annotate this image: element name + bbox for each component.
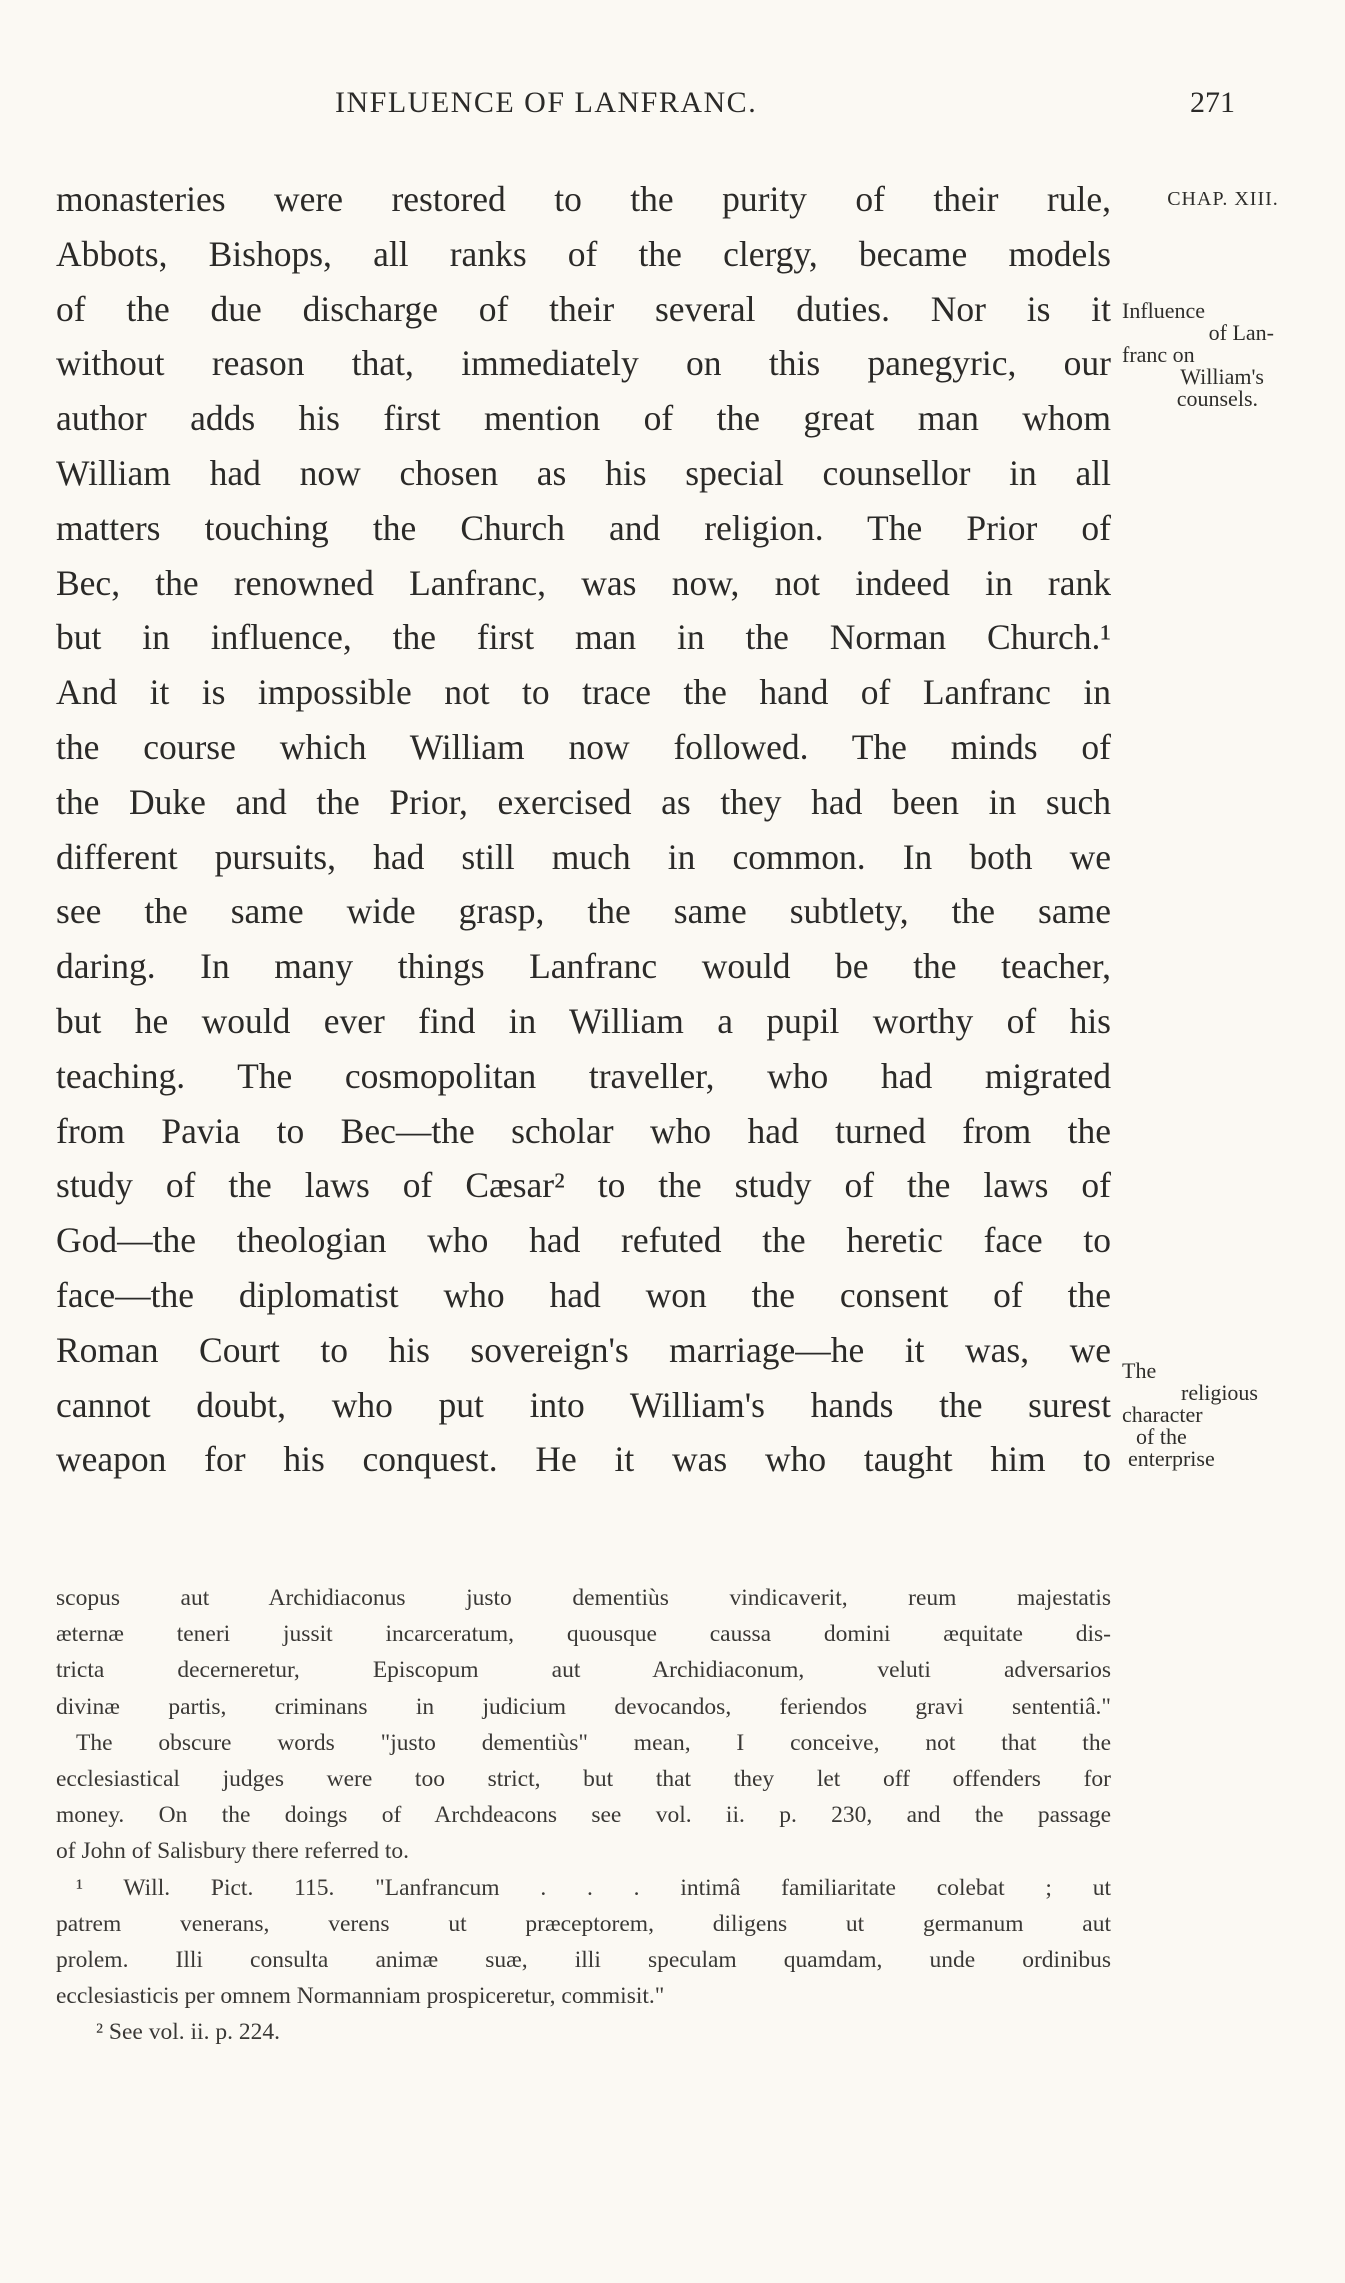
text-line: cannot doubt, who put into William's hands the surest bbox=[56, 1384, 1111, 1425]
footnote-line: prolem. Illi consulta animæ suæ, illi speculam quamdam, unde ordinibus bbox=[56, 1946, 1111, 1973]
text-line: of the due discharge of their several duties. Nor is it bbox=[56, 288, 1111, 329]
page-header bbox=[0, 86, 1345, 126]
running-head: INFLUENCE OF LANFRANC. bbox=[335, 86, 758, 119]
margin-note-line: William's bbox=[1180, 364, 1264, 389]
footnote-line: money. On the doings of Archdeacons see vol. ii. p. 230, and the passage bbox=[56, 1802, 1111, 1829]
footnote-line: divinæ partis, criminans in judicium devocandos, feriendos gravi sententiâ." bbox=[56, 1693, 1111, 1720]
footnote-line: æternæ teneri jussit incarceratum, quousque caussa domini æquitate dis- bbox=[56, 1621, 1111, 1648]
text-line: from Pavia to Bec—the scholar who had turned from the bbox=[56, 1110, 1111, 1151]
text-line: And it is impossible not to trace the hand of Lanfranc in bbox=[56, 672, 1111, 713]
margin-note-line: enterprise bbox=[1128, 1446, 1215, 1471]
margin-note-line: religious bbox=[1181, 1380, 1258, 1405]
footnote-line: ecclesiastical judges were too strict, but that they let off offenders for bbox=[56, 1765, 1111, 1792]
text-line: matters touching the Church and religion. The Prior of bbox=[56, 507, 1111, 548]
footnote-line: ² See vol. ii. p. 224. bbox=[96, 2019, 280, 2046]
margin-note-line: franc on bbox=[1122, 342, 1195, 367]
text-line: Abbots, Bishops, all ranks of the clergy, became models bbox=[56, 233, 1111, 274]
text-line: see the same wide grasp, the same subtlety, the same bbox=[56, 891, 1111, 932]
text-line: study of the laws of Cæsar² to the study of the laws of bbox=[56, 1165, 1111, 1206]
footnotes bbox=[56, 1580, 1111, 2050]
text-line: daring. In many things Lanfranc would be the teacher, bbox=[56, 946, 1111, 987]
text-line: teaching. The cosmopolitan traveller, who had migrated bbox=[56, 1055, 1111, 1096]
footnote-line: ¹ Will. Pict. 115. "Lanfrancum . . . intimâ familiaritate colebat ; ut bbox=[76, 1874, 1111, 1901]
text-line: the course which William now followed. The minds of bbox=[56, 726, 1111, 767]
page-number: 271 bbox=[1190, 86, 1235, 119]
text-line: face—the diplomatist who had won the consent of the bbox=[56, 1274, 1111, 1315]
text-line: monasteries were restored to the purity of their rule, bbox=[56, 179, 1111, 219]
chapter-marker: CHAP. XIII. bbox=[1167, 188, 1279, 210]
text-line: Bec, the renowned Lanfranc, was now, not indeed in rank bbox=[56, 562, 1111, 603]
margin-note-line: The bbox=[1122, 1358, 1157, 1383]
margin-note-line: of the bbox=[1136, 1424, 1187, 1449]
text-line: weapon for his conquest. He it was who taught him to bbox=[56, 1439, 1111, 1480]
main-text bbox=[56, 172, 1111, 1487]
text-line: William had now chosen as his special counsellor in all bbox=[56, 452, 1111, 493]
text-line: Roman Court to his sovereign's marriage—he it was, we bbox=[56, 1329, 1111, 1370]
text-line: but in influence, the first man in the Norman Church.¹ bbox=[56, 617, 1111, 658]
text-line: but he would ever find in William a pupil worthy of his bbox=[56, 1000, 1111, 1041]
margin-note-line: character bbox=[1122, 1402, 1203, 1427]
footnote-line: scopus aut Archidiaconus justo dementiùs vindicaverit, reum majestatis bbox=[56, 1585, 1111, 1611]
footnote-line: ecclesiasticis per omnem Normanniam prospiceretur, commisit." bbox=[56, 1983, 665, 2010]
margin-note-line: counsels. bbox=[1176, 386, 1258, 411]
footnote-line: tricta decerneretur, Episcopum aut Archidiaconum, veluti adversarios bbox=[56, 1657, 1111, 1684]
margin-note-line: Influence bbox=[1122, 298, 1206, 323]
margin-note-character bbox=[1122, 1360, 1322, 1470]
footnote-line: The obscure words "justo dementiùs" mean, I conceive, not that the bbox=[76, 1729, 1111, 1756]
margin-note-line: of Lan- bbox=[1208, 320, 1274, 345]
text-line: God—the theologian who had refuted the heretic face to bbox=[56, 1220, 1111, 1261]
footnote-line: patrem venerans, verens ut præceptorem, diligens ut germanum aut bbox=[56, 1910, 1111, 1937]
text-line: different pursuits, had still much in common. In both we bbox=[56, 836, 1111, 877]
footnote-line: of John of Salisbury there referred to. bbox=[56, 1838, 410, 1865]
text-line: author adds his first mention of the great man whom bbox=[56, 398, 1111, 439]
text-line: without reason that, immediately on this panegyric, our bbox=[56, 343, 1111, 384]
text-line: the Duke and the Prior, exercised as they had been in such bbox=[56, 781, 1111, 822]
margin-note-influence bbox=[1122, 300, 1322, 410]
